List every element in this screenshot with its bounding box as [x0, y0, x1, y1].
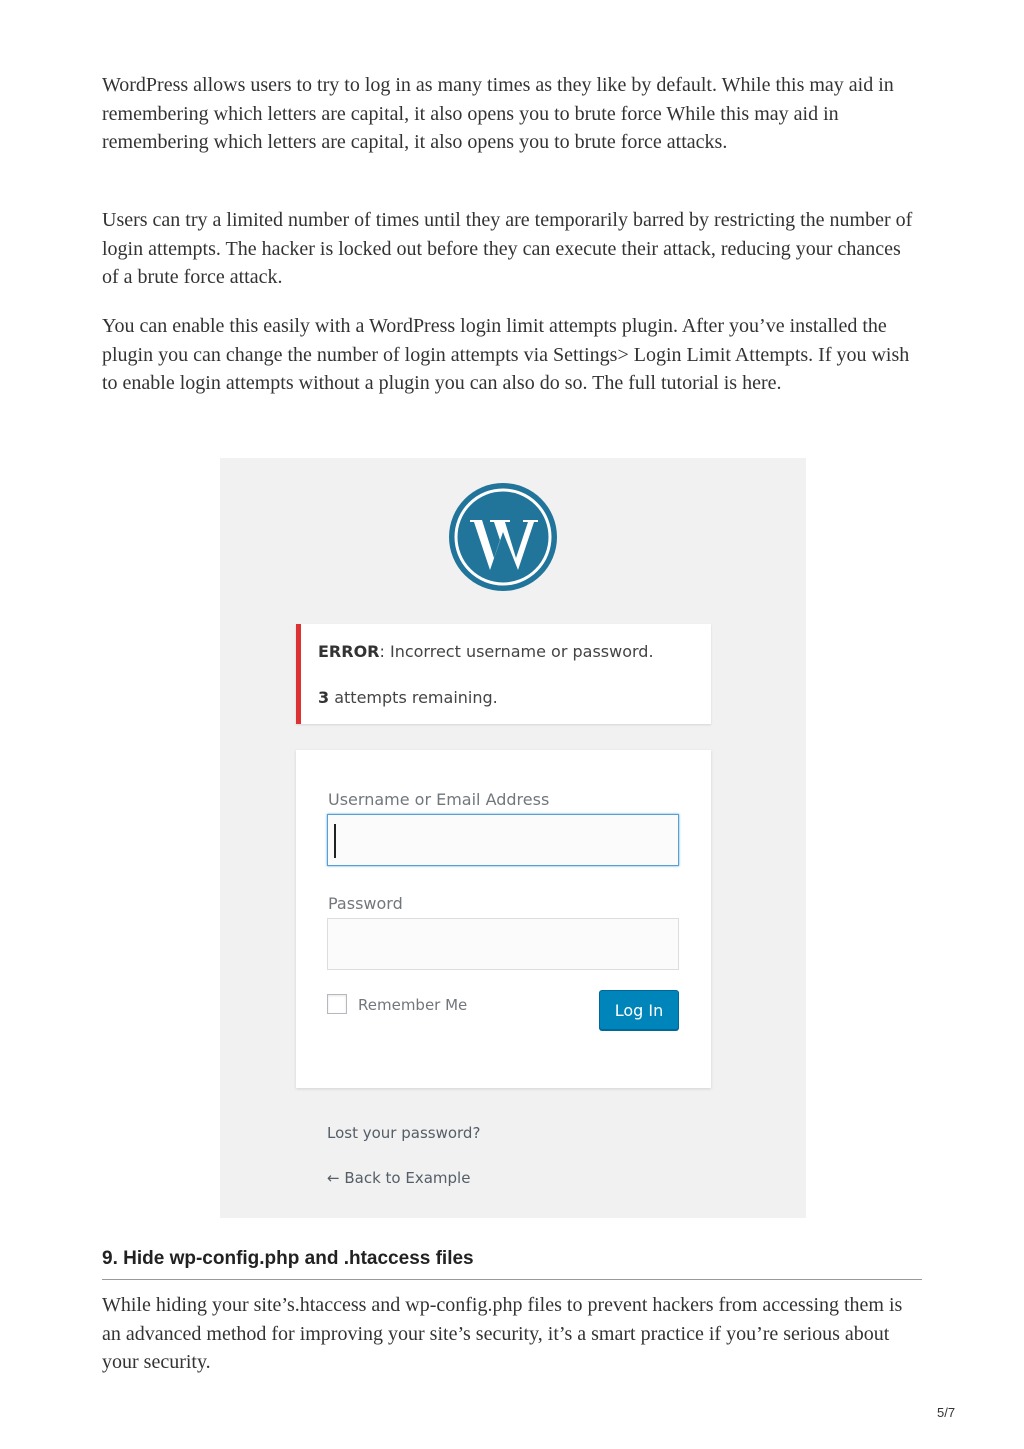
section-paragraph: While hiding your site’s.htaccess and wp-config.php files to prevent hackers from accessing them is an advanced method for improving your site’s security, it’s a smart practice if you’re serious about your security.	[102, 1294, 903, 1373]
password-field[interactable]	[327, 918, 679, 970]
error-message	[318, 642, 654, 661]
remember-me-checkbox[interactable]	[327, 994, 347, 1014]
login-screenshot	[220, 458, 806, 1218]
article-paragraph-2: Users can try a limited number of times until they are temporarily barred by restricting the number of login attempts. The hacker is locked out before they can execute their attack, reducing your chances of a brute force attack.	[102, 209, 913, 288]
article-paragraph-1: WordPress allows users to try to log in as many times as they like by default. While this may aid in remembering which letters are capital, it also opens you to brute force While this may aid in remembering which letters are capital, it also opens you to brute force attacks.	[102, 74, 894, 153]
heading-divider	[102, 1279, 922, 1280]
error-text: : Incorrect username or password.	[379, 642, 654, 661]
attempts-count: 3	[318, 688, 330, 707]
username-field[interactable]	[327, 814, 679, 866]
attempts-text: attempts remaining.	[329, 688, 498, 707]
article-paragraph-3: You can enable this easily with a WordPress login limit attempts plugin. After you’ve installed the plugin you can change the number of login attempts via Settings> Login Limit Attempts. If you wish to enable login attempts without a plugin you can also do so. The full tutorial is here.	[102, 315, 910, 394]
lost-password-link[interactable]: Lost your password?	[327, 1124, 481, 1142]
password-label: Password	[328, 894, 403, 913]
username-label: Username or Email Address	[328, 790, 550, 809]
log-in-button[interactable]: Log In	[599, 990, 679, 1030]
wordpress-logo-icon	[448, 482, 558, 592]
section-heading: 9. Hide wp-config.php and .htaccess files	[102, 1248, 474, 1269]
back-to-site-link[interactable]: ← Back to Example	[327, 1169, 471, 1187]
page-number: 5/7	[937, 1405, 956, 1420]
login-error-notice	[296, 624, 711, 724]
attempts-remaining	[318, 688, 498, 707]
remember-me-label[interactable]: Remember Me	[358, 996, 468, 1014]
error-label: ERROR	[318, 642, 380, 661]
text-caret	[334, 824, 336, 858]
login-form	[296, 750, 711, 1088]
